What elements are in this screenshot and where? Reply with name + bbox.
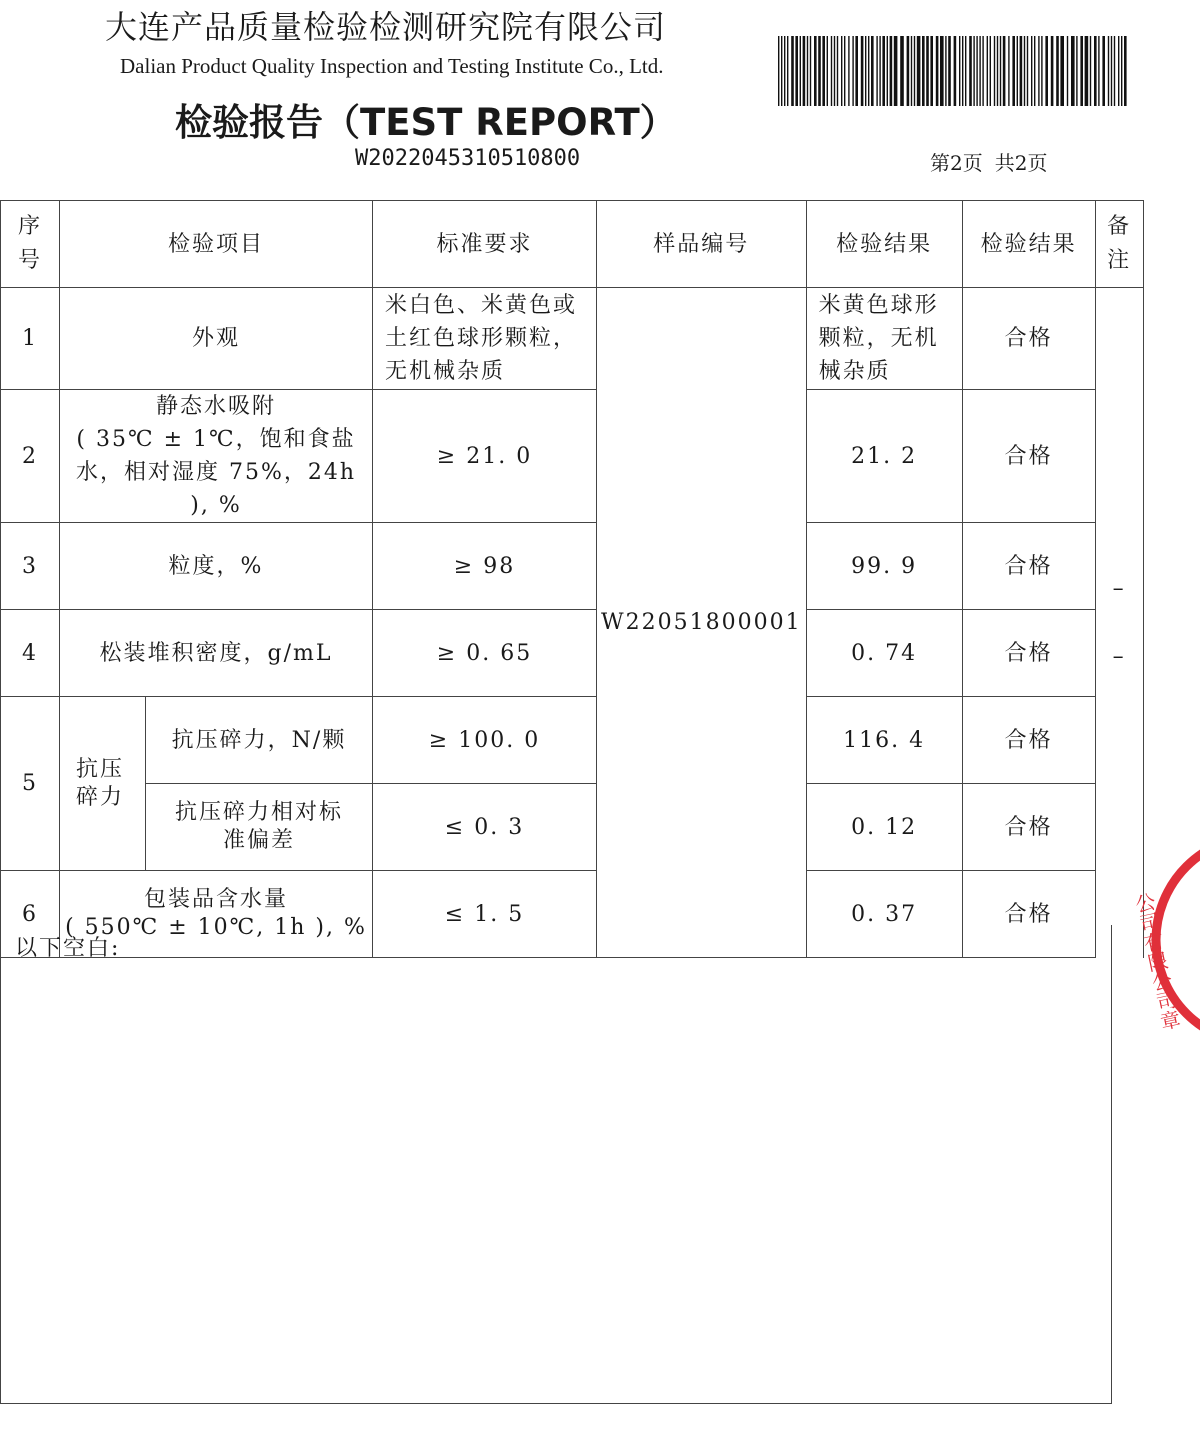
barcode-bar — [1027, 36, 1028, 106]
row-judgement: 合格 — [962, 610, 1095, 697]
header-requirement: 标准要求 — [373, 201, 597, 288]
row-result: 21. 2 — [806, 390, 962, 523]
barcode-bar — [1020, 36, 1023, 106]
group-label: 抗压 碎力 — [60, 697, 146, 871]
barcode-bar — [1034, 36, 1035, 106]
row-result: 99. 9 — [806, 523, 962, 610]
company-name-cn: 大连产品质量检验检测研究院有限公司 — [105, 8, 667, 46]
barcode-bar — [969, 36, 972, 106]
barcode-bar — [976, 36, 977, 106]
barcode-bar — [917, 36, 921, 106]
barcode-bar — [1124, 36, 1127, 106]
barcode-bar — [987, 36, 988, 106]
barcode-bar — [1024, 36, 1025, 106]
row-no: 6 — [1, 871, 60, 958]
barcode-bar — [837, 36, 838, 106]
barcode-bar — [1102, 36, 1105, 106]
row-requirement: ≥ 21. 0 — [373, 390, 597, 523]
table-row — [1, 784, 1144, 871]
barcode-bar — [818, 36, 821, 106]
sample-id: W22051800001 — [597, 288, 807, 958]
barcode-bar — [1056, 36, 1059, 106]
barcode-bar — [948, 36, 951, 106]
barcode-bar — [994, 36, 995, 106]
barcode-bar — [900, 36, 904, 106]
row-item: 外观 — [60, 288, 373, 390]
header-index: 序 号 — [1, 201, 60, 288]
barcode-bar — [1094, 36, 1097, 106]
barcode-bar — [1008, 36, 1009, 106]
row-subitem: 抗压碎力相对标准偏差 — [146, 784, 373, 871]
row-no: 5 — [1, 697, 60, 871]
row-requirement: ≥ 0. 65 — [373, 610, 597, 697]
barcode-bar — [1031, 36, 1032, 106]
row-item: 静态水吸附 ( 35℃ ± 1℃，饱和食盐 水，相对湿度 75%，24h ), % — [60, 390, 373, 523]
row-no: 1 — [1, 288, 60, 390]
barcode-bar — [848, 36, 849, 106]
barcode-bar — [1108, 36, 1109, 106]
results-table — [0, 200, 1144, 958]
barcode-bar — [962, 36, 963, 106]
row-result: 0. 12 — [806, 784, 962, 871]
row-result: 米黄色球形颗粒，无机械杂质 — [806, 288, 962, 390]
barcode-bar — [990, 36, 991, 106]
row-judgement: 合格 — [962, 288, 1095, 390]
row-result: 0. 74 — [806, 610, 962, 697]
header-remark: 备 注 — [1095, 201, 1143, 288]
blank-area — [0, 925, 1112, 1404]
barcode-bar — [876, 36, 877, 106]
row-requirement: ≤ 1. 5 — [373, 871, 597, 958]
barcode-bar — [879, 36, 880, 106]
row-result: 116. 4 — [806, 697, 962, 784]
barcode-bar — [1000, 36, 1001, 106]
row-result: 0. 37 — [806, 871, 962, 958]
row-item: 松装堆积密度，g/mL — [60, 610, 373, 697]
barcode-bar — [1067, 36, 1068, 106]
barcode-bar — [807, 36, 808, 106]
barcode-bar — [852, 36, 853, 106]
barcode-bar — [803, 36, 806, 106]
barcode-bar — [1038, 36, 1039, 106]
row-judgement: 合格 — [962, 523, 1095, 610]
barcode-bar — [1080, 36, 1083, 106]
row-requirement: ≥ 100. 0 — [373, 697, 597, 784]
barcode-bar — [1012, 36, 1015, 106]
row-subitem: 抗压碎力，N/颗 — [146, 697, 373, 784]
barcode-bar — [868, 36, 869, 106]
barcode-bar — [841, 36, 842, 106]
barcode-bar — [1003, 36, 1006, 106]
barcode-bar — [959, 36, 960, 106]
table-header-row — [1, 201, 1144, 288]
barcode-bar — [827, 36, 828, 106]
barcode-bar — [907, 36, 910, 106]
barcode-bar — [1111, 36, 1112, 106]
barcode-bar — [795, 36, 798, 106]
blank-label: 以下空白: — [15, 936, 121, 961]
barcode-bar — [1090, 36, 1091, 106]
barcode-bar — [861, 36, 864, 106]
barcode-bar — [1017, 36, 1018, 106]
barcode-bar — [1071, 36, 1075, 106]
remark-cell — [1095, 288, 1143, 958]
header-result: 检验结果 — [806, 201, 962, 288]
barcode-bar — [890, 36, 893, 106]
table-row — [1, 610, 1144, 697]
barcode-bar — [1118, 36, 1119, 106]
barcode-bar — [865, 36, 866, 106]
barcode-bar — [926, 36, 929, 106]
row-judgement: 合格 — [962, 390, 1095, 523]
row-requirement: ≥ 98 — [373, 523, 597, 610]
page-indicator — [930, 147, 1059, 176]
barcode-bar — [887, 36, 888, 106]
row-item: 包装品含水量 ( 550℃ ± 10℃, 1h ), % — [60, 871, 373, 958]
barcode-bar — [882, 36, 885, 106]
row-judgement: 合格 — [962, 697, 1095, 784]
seal-text: 公司有限公司章 — [1130, 890, 1183, 1033]
barcode-bar — [945, 36, 946, 106]
page-total: 共2页 — [994, 151, 1048, 175]
row-requirement: 米白色、米黄色或土红色球形颗粒，无机械杂质 — [373, 288, 597, 390]
barcode-bar — [834, 36, 835, 106]
barcode-bar — [781, 36, 782, 106]
header-sample-id: 样品编号 — [597, 201, 807, 288]
barcode-bar — [814, 36, 817, 106]
barcode-bar — [810, 36, 811, 106]
barcode-bar — [1121, 36, 1122, 106]
barcode-bar — [894, 36, 898, 106]
barcode-bar — [855, 36, 858, 106]
barcode-bar — [982, 36, 983, 106]
row-no: 4 — [1, 610, 60, 697]
row-no: 2 — [1, 390, 60, 523]
row-judgement: 合格 — [962, 871, 1095, 958]
table-row — [1, 288, 1144, 390]
barcode — [778, 36, 1130, 106]
barcode-bar — [954, 36, 957, 106]
table-row — [1, 523, 1144, 610]
barcode-bar — [1045, 36, 1048, 106]
barcode-bar — [936, 36, 939, 106]
barcode-bar — [914, 36, 915, 106]
barcode-bar — [791, 36, 794, 106]
barcode-bar — [973, 36, 974, 106]
barcode-bar — [787, 36, 788, 106]
report-number: W2022045310510800 — [355, 146, 581, 171]
table-row — [1, 697, 1144, 784]
table-row — [1, 390, 1144, 523]
row-requirement: ≤ 0. 3 — [373, 784, 597, 871]
barcode-bar — [940, 36, 944, 106]
barcode-bar — [778, 36, 779, 106]
barcode-bar — [930, 36, 933, 106]
row-judgement: 合格 — [962, 784, 1095, 871]
barcode-bar — [922, 36, 925, 106]
barcode-bar — [1114, 36, 1115, 106]
barcode-bar — [1085, 36, 1089, 106]
report-title: 检验报告（TEST REPORT） — [175, 101, 677, 144]
header-judgement: 检验结果 — [962, 201, 1095, 288]
barcode-bar — [800, 36, 801, 106]
barcode-bar — [1060, 36, 1064, 106]
barcode-bar — [1098, 36, 1099, 106]
remark-dash: – — [1112, 575, 1126, 601]
company-seal — [1130, 830, 1200, 1050]
barcode-bar — [831, 36, 832, 106]
barcode-bar — [844, 36, 845, 106]
barcode-bar — [979, 36, 980, 106]
page-number: 第2页 — [930, 151, 983, 175]
barcode-bar — [997, 36, 998, 106]
barcode-bar — [911, 36, 912, 106]
barcode-bar — [965, 36, 966, 106]
barcode-bar — [822, 36, 825, 106]
barcode-bar — [784, 36, 785, 106]
row-item: 粒度，% — [60, 523, 373, 610]
barcode-bar — [1076, 36, 1077, 106]
barcode-bar — [871, 36, 874, 106]
company-name-en: Dalian Product Quality Inspection and Testing Institute Co., Ltd. — [120, 54, 664, 78]
row-no: 3 — [1, 523, 60, 610]
remark-dash: – — [1112, 643, 1126, 669]
barcode-bar — [1051, 36, 1054, 106]
barcode-bar — [1041, 36, 1042, 106]
header-item: 检验项目 — [60, 201, 373, 288]
